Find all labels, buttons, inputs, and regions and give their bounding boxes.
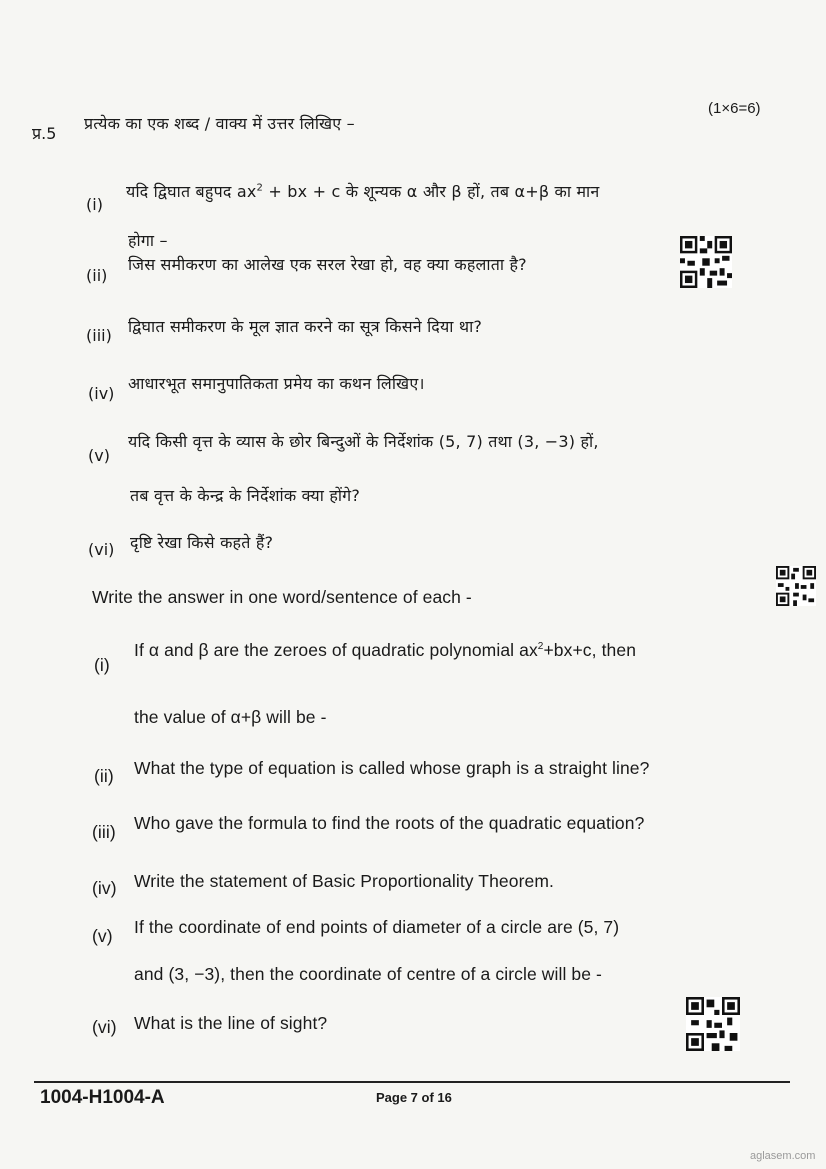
hi-item-3-text: द्विघात समीकरण के मूल ज्ञात करने का सूत्र किसने दिया था? [128, 317, 483, 336]
en-item-4-number: (iv) [92, 878, 117, 898]
hi-item-6-text: दृष्टि रेखा किसे कहते हैं? [130, 533, 274, 552]
paper-code: 1004-H1004-A [40, 1087, 165, 1108]
en-item-6-number: (vi) [92, 1017, 117, 1037]
hi-item-1-number: (i) [86, 195, 103, 214]
hi-item-1-line1: यदि द्विघात बहुपद $ax^2$ + bx + c के शून्यक α और β हों, तब α+β का मान [126, 182, 600, 201]
hi-item-4-number: (iv) [88, 384, 115, 403]
en-item-6-text: What is the line of sight? [134, 1013, 328, 1033]
en-item-3-text: Who gave the formula to find the roots of the quadratic equation? [134, 813, 645, 833]
question-marks: (1×6=6) [708, 100, 761, 117]
en-item-5-line2: and (3, −3), then the coordinate of centre of a circle will be - [134, 964, 602, 984]
hi-item-3-number: (iii) [86, 326, 112, 345]
hi-item-2-number: (ii) [86, 266, 108, 285]
hi-item-5-line2: तब वृत्त के केन्द्र के निर्देशांक क्या होंगे? [130, 486, 361, 505]
footer-divider [34, 1081, 790, 1083]
qr-code-icon [680, 236, 732, 288]
qr-code-icon [686, 997, 740, 1051]
en-item-5-line1: If the coordinate of end points of diameter of a circle are (5, 7) [134, 917, 620, 937]
hi-item-2-text: जिस समीकरण का आलेख एक सरल रेखा हो, वह क्या कहलाता है? [128, 255, 527, 274]
en-item-3-number: (iii) [92, 822, 116, 842]
en-item-4-text: Write the statement of Basic Proportionality Theorem. [134, 871, 554, 891]
question-instruction-hindi: प्रत्येक का एक शब्द / वाक्य में उत्तर लिखिए – [84, 114, 355, 133]
question-number: प्र.5 [32, 124, 57, 143]
en-item-1-number: (i) [94, 655, 110, 675]
qr-code-icon [776, 566, 816, 606]
hi-item-6-number: (vi) [88, 540, 115, 559]
hi-item-1-line2: होगा – [128, 231, 168, 250]
en-item-1-line1: If α and β are the zeroes of quadratic polynomial $ax^2+bx+c$, then [134, 640, 637, 660]
en-item-2-number: (ii) [94, 766, 114, 786]
hi-item-4-text: आधारभूत समानुपातिकता प्रमेय का कथन लिखिए। [128, 374, 425, 393]
watermark: aglasem.com [750, 1150, 816, 1162]
page-number: Page 7 of 16 [376, 1090, 452, 1105]
english-instruction: Write the answer in one word/sentence of each - [92, 587, 472, 607]
en-item-1-line2: the value of α+β will be - [134, 707, 327, 727]
hi-item-5-line1: यदि किसी वृत्त के व्यास के छोर बिन्दुओं के निर्देशांक (5, 7) तथा (3, −3) हों, [128, 432, 599, 451]
en-item-2-text: What the type of equation is called whose graph is a straight line? [134, 758, 650, 778]
hi-item-5-number: (v) [88, 446, 110, 465]
en-item-5-number: (v) [92, 926, 113, 946]
